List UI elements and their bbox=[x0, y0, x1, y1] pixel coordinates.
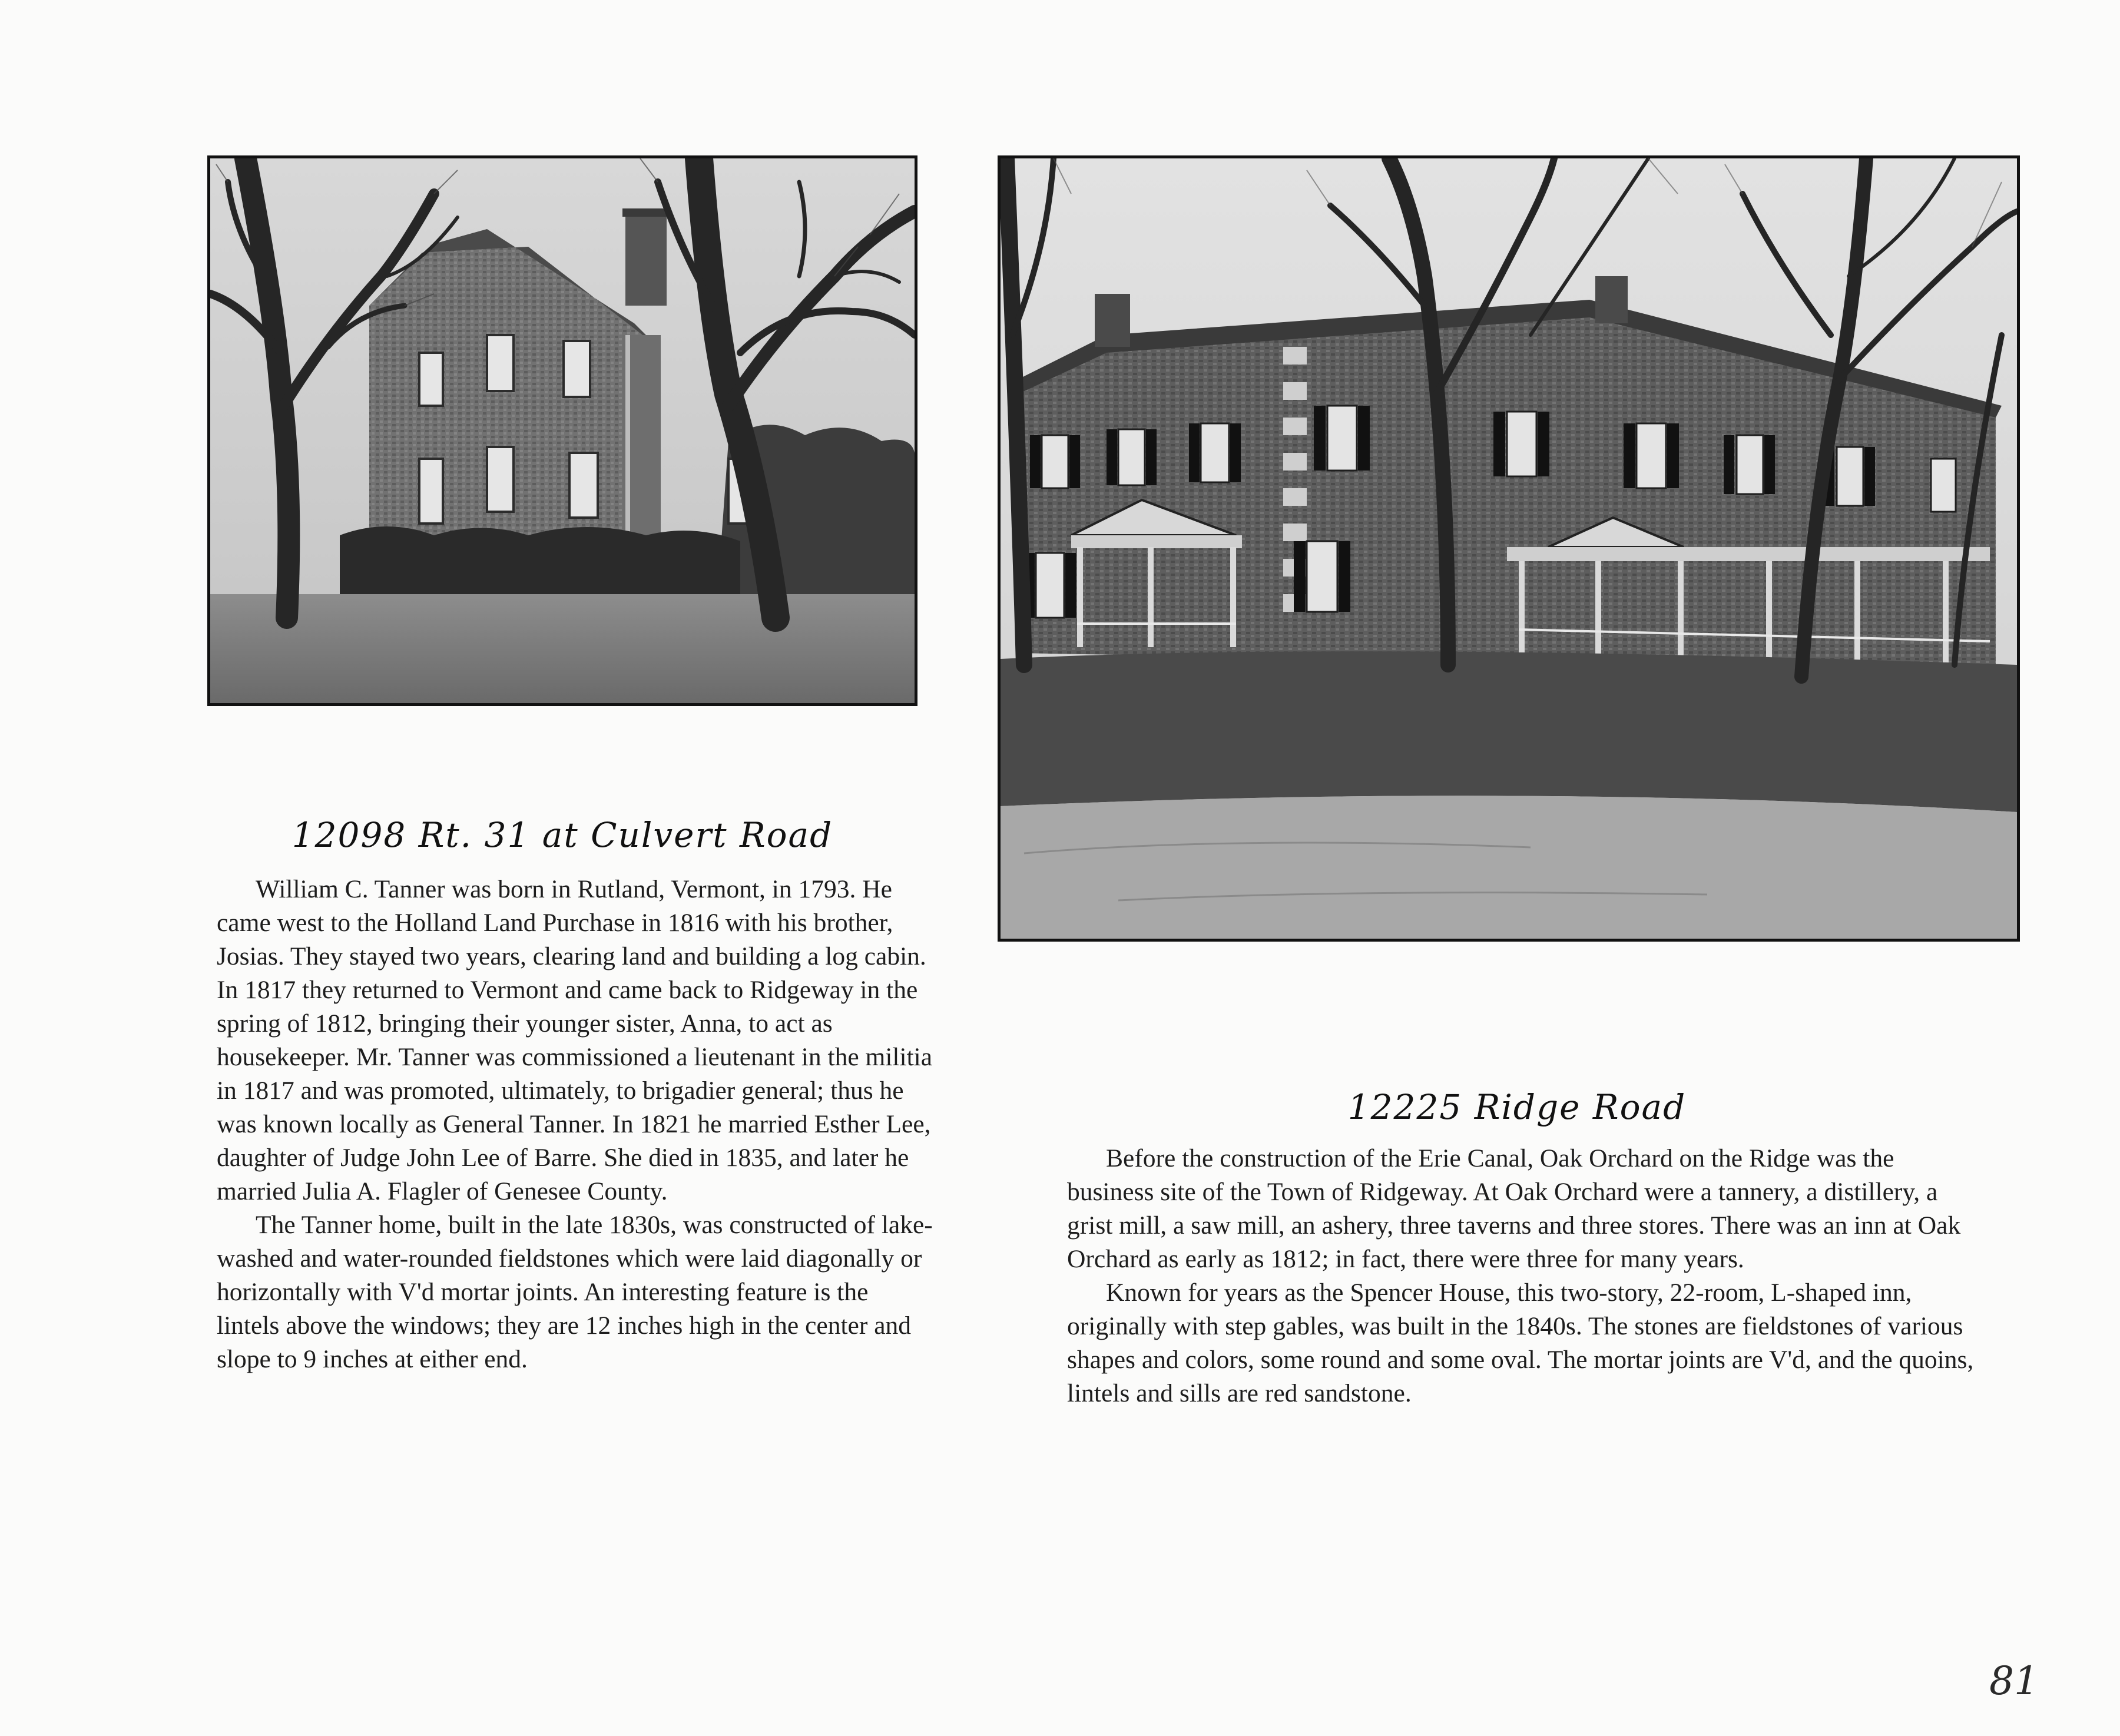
paragraph: The Tanner home, built in the late 1830s, was constructed of lake-washed and water-rounded fieldstones which were laid diagonally or horizontally with V'd mortar joints. An interesting feature is the lintels above the windows; they are 12 inches high in the center and slope to 9 inches at either end. bbox=[217, 1211, 933, 1373]
photo-tanner-house bbox=[207, 155, 917, 706]
paragraph: Before the construction of the Erie Canal, Oak Orchard on the Ridge was the business site of the Town of Ridgeway. At Oak Orchard were a tannery, a distillery, a grist mill, a saw mill, an ashery, three taverns and three stores. There was an inn at Oak Orchard as early as 1812; in fact, there were three for many years. bbox=[1067, 1144, 1961, 1273]
paragraph: Known for years as the Spencer House, this two-story, 22-room, L-shaped inn, originally with step gables, was built in the 1840s. The stones are fieldstones of various shapes and colors, some round and some oval. The mortar joints are V'd, and the quoins, lintels and sills are red sandstone. bbox=[1067, 1278, 1974, 1407]
article-spencer-house bbox=[1067, 1142, 1986, 1410]
paragraph: William C. Tanner was born in Rutland, Vermont, in 1793. He came west to the Holland Land Purchase in 1816 with his brother, Josias. They stayed two years, clearing land and building a log cabin. In 1817 they returned to Vermont and came back to Ridgeway in the spring of 1812, bringing their younger sister, Anna, to act as housekeeper. Mr. Tanner was commissioned a lieutenant in the militia in 1817 and was promoted, ultimately, to brigadier general; thus he was known locally as General Tanner. In 1821 he married Esther Lee, daughter of Judge John Lee of Barre. She died in 1835, and later he married Julia A. Flagler of Genesee County. bbox=[217, 875, 933, 1205]
photo-spencer-house bbox=[998, 155, 2020, 942]
photo-tanner-house-image bbox=[210, 158, 915, 703]
caption-tanner-house: 12098 Rt. 31 at Culvert Road bbox=[292, 815, 833, 855]
caption-spencer-house: 12225 Ridge Road bbox=[1347, 1087, 1687, 1127]
photo-spencer-house-image bbox=[1001, 158, 2017, 939]
page-number: 81 bbox=[1989, 1658, 2039, 1704]
article-tanner-house bbox=[217, 873, 935, 1376]
